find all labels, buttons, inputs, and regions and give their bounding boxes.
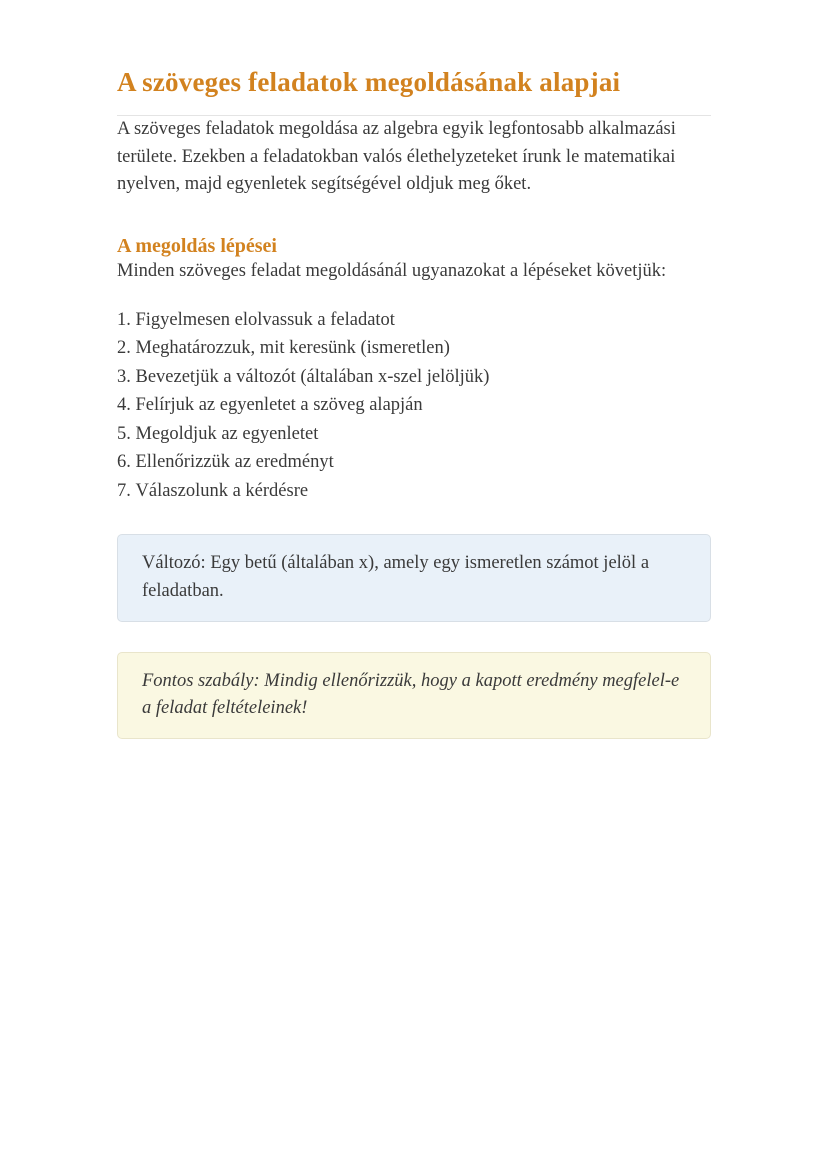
important-rule-callout-box bbox=[117, 652, 711, 740]
step-item: 7. Válaszolunk a kérdésre bbox=[117, 477, 711, 505]
definition-text: Változó: Egy betű (általában x), amely egy ismeretlen számot jelöl a feladatban. bbox=[142, 553, 650, 601]
steps-intro-paragraph: Minden szöveges feladat megoldásánál ugyanazokat a lépéseket követjük: bbox=[117, 261, 667, 281]
steps-list bbox=[117, 306, 711, 505]
page-title: A szöveges feladatok megoldásának alapjai bbox=[117, 67, 621, 97]
definition-callout-box bbox=[117, 534, 711, 622]
step-item: 5. Megoldjuk az egyenletet bbox=[117, 420, 711, 448]
step-item: 3. Bevezetjük a változót (általában x-szel jelöljük) bbox=[117, 363, 711, 391]
intro-paragraph: A szöveges feladatok megoldása az algebra egyik legfontosabb alkalmazási területe. Ezekben a feladatokban valós élethelyzeteket írunk le matematikai nyelven, majd egyenletek segítségével oldjuk meg őket. bbox=[117, 118, 676, 195]
section-heading-solution-steps: A megoldás lépései bbox=[117, 235, 277, 257]
step-item: 4. Felírjuk az egyenletet a szöveg alapján bbox=[117, 391, 711, 419]
important-rule-text: Fontos szabály: Mindig ellenőrizzük, hogy a kapott eredmény megfelel-e a feladat feltételeinek! bbox=[142, 670, 680, 719]
step-item: 6. Ellenőrizzük az eredményt bbox=[117, 448, 711, 476]
step-item: 1. Figyelmesen elolvassuk a feladatot bbox=[117, 306, 711, 334]
step-item: 2. Meghatározzuk, mit keresünk (ismeretlen) bbox=[117, 334, 711, 362]
